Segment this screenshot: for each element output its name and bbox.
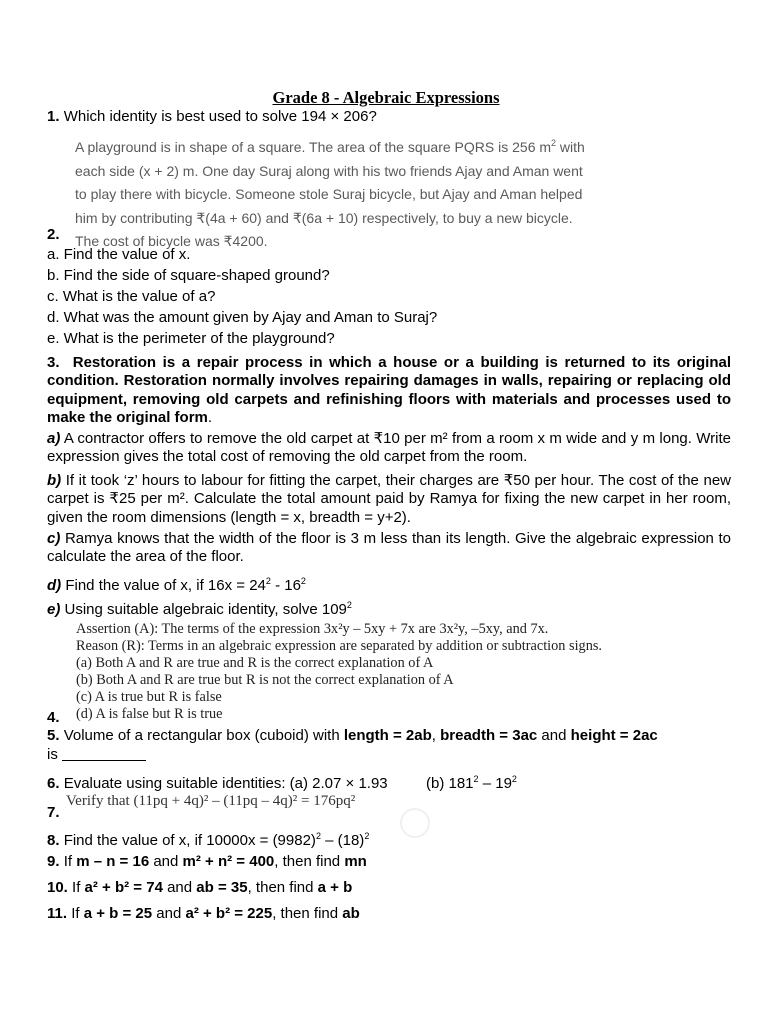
- part-label: b): [47, 472, 62, 489]
- part-text: If it took ‘z’ hours to labour for fitting the carpet, their charges are ₹50 per hour. The cost of the new carpet is ₹25 per m². Calculate the total amount paid by Ramya for fixing the new carpet in her room, given the room dimensions (length = x, breadth = y+2).: [47, 472, 731, 526]
- option-b: (b) Both A and R are true but R is not the correct explanation of A: [76, 671, 454, 688]
- question-2-part-c: c. What is the value of a?: [47, 288, 216, 305]
- option-d: (d) A is false but R is true: [76, 705, 223, 722]
- question-2-part-b: b. Find the side of square-shaped ground?: [47, 267, 330, 284]
- question-number: 2.: [47, 226, 60, 243]
- question-3-intro-text: Restoration is a repair process in which a house or a building is returned to its original condition. Restoration normally involves repairing damages in walls, repairing or replacing old equipment, removing old carpets and refinishing floors with materials and processes used to make the original form: [47, 354, 731, 427]
- question-5: 5. Volume of a rectangular box (cuboid) with length = 2ab, breadth = 3ac and height = 2ac: [47, 727, 658, 744]
- question-3-d: d) Find the value of x, if $16x = 24^2 - 16^2$: [47, 576, 306, 594]
- part-label: a): [47, 430, 61, 447]
- question-3-intro: 3. Restoration is a repair process in which a house or a building is returned to its original condition. Restoration normally involves repairing damages in walls, repairing or replacing old equipment, removing old carpets and refinishing floors with materials and processes used to make the original form.: [47, 354, 731, 427]
- passage-line: The cost of bicycle was ₹4200.: [75, 233, 268, 250]
- question-4-number: 4.: [47, 709, 60, 726]
- question-7-number: 7.: [47, 804, 60, 821]
- passage-line: each side (x + 2) m. One day Suraj along with his two friends Ajay and Aman went: [75, 162, 583, 179]
- option-c: (c) A is true but R is false: [76, 688, 222, 705]
- question-10: 10. If a² + b² = 74 and ab = 35, then find a + b: [47, 879, 353, 896]
- question-2-part-d: d. What was the amount given by Ajay and Aman to Suraj?: [47, 309, 438, 326]
- page-title: Grade 8 - Algebraic Expressions: [272, 88, 500, 107]
- part-text: A contractor offers to remove the old carpet at ₹10 per m² from a room x m wide and y m long. Write expression gives the total cost of removing the old carpet from the room.: [47, 430, 731, 466]
- passage-line: to play there with bicycle. Someone stole Suraj bicycle, but Ajay and Aman helped: [75, 186, 583, 203]
- question-3-c: [47, 530, 731, 567]
- part-label: d): [47, 577, 62, 594]
- assertion-line: Assertion (A): The terms of the expression 3x²y – 5xy + 7x are 3x²y, –5xy, and 7x.: [76, 621, 549, 637]
- part-label: e): [47, 601, 61, 618]
- question-9: 9. If m – n = 16 and m² + n² = 400, then find mn: [47, 853, 367, 870]
- part-label: c): [47, 530, 61, 547]
- question-2-part-a: a. Find the value of x.: [47, 246, 191, 263]
- question-11: 11. If a + b = 25 and a² + b² = 225, then find ab: [47, 905, 360, 922]
- question-6: 6. Evaluate using suitable identities: (a) 2.07 × 1.93 (b) $181^2 - 19^2$: [47, 774, 517, 792]
- question-text: Which identity is best used to solve 194 × 206?: [63, 108, 377, 125]
- question-number: 1.: [47, 108, 60, 125]
- question-8: 8. Find the value of x, if $10000x = (9982)^2 - (18)^2$: [47, 831, 370, 849]
- question-5-blank-line: is: [47, 745, 737, 764]
- passage-line: him by contributing ₹(4a + 60) and ₹(6a + 10) respectively, to buy a new bicycle.: [75, 209, 573, 226]
- question-2-part-e: e. What is the perimeter of the playground?: [47, 330, 335, 347]
- passage-line: A playground is in shape of a square. The area of the square PQRS is 256 $m^2$ with: [75, 138, 585, 155]
- question-3-a: [47, 430, 731, 467]
- question-3-b: [47, 472, 731, 527]
- reason-line: Reason (R): Terms in an algebraic expression are separated by addition or subtraction signs.: [76, 637, 602, 654]
- question-3-e: e) Using suitable algebraic identity, solve $109^2$: [47, 600, 352, 618]
- answer-blank: [62, 746, 146, 761]
- question-1: [47, 107, 737, 126]
- question-number: 3.: [47, 354, 60, 371]
- option-a: (a) Both A and R are true and R is the correct explanation of A: [76, 654, 434, 671]
- part-text: Ramya knows that the width of the floor is 3 m less than its length. Give the algebraic expression to calculate the area of the floor.: [47, 530, 731, 566]
- question-2-number-line: [47, 225, 737, 244]
- question-7-verify-image: Verify that (11pq + 4q)² – (11pq – 4q)² = 176pq²: [66, 793, 356, 809]
